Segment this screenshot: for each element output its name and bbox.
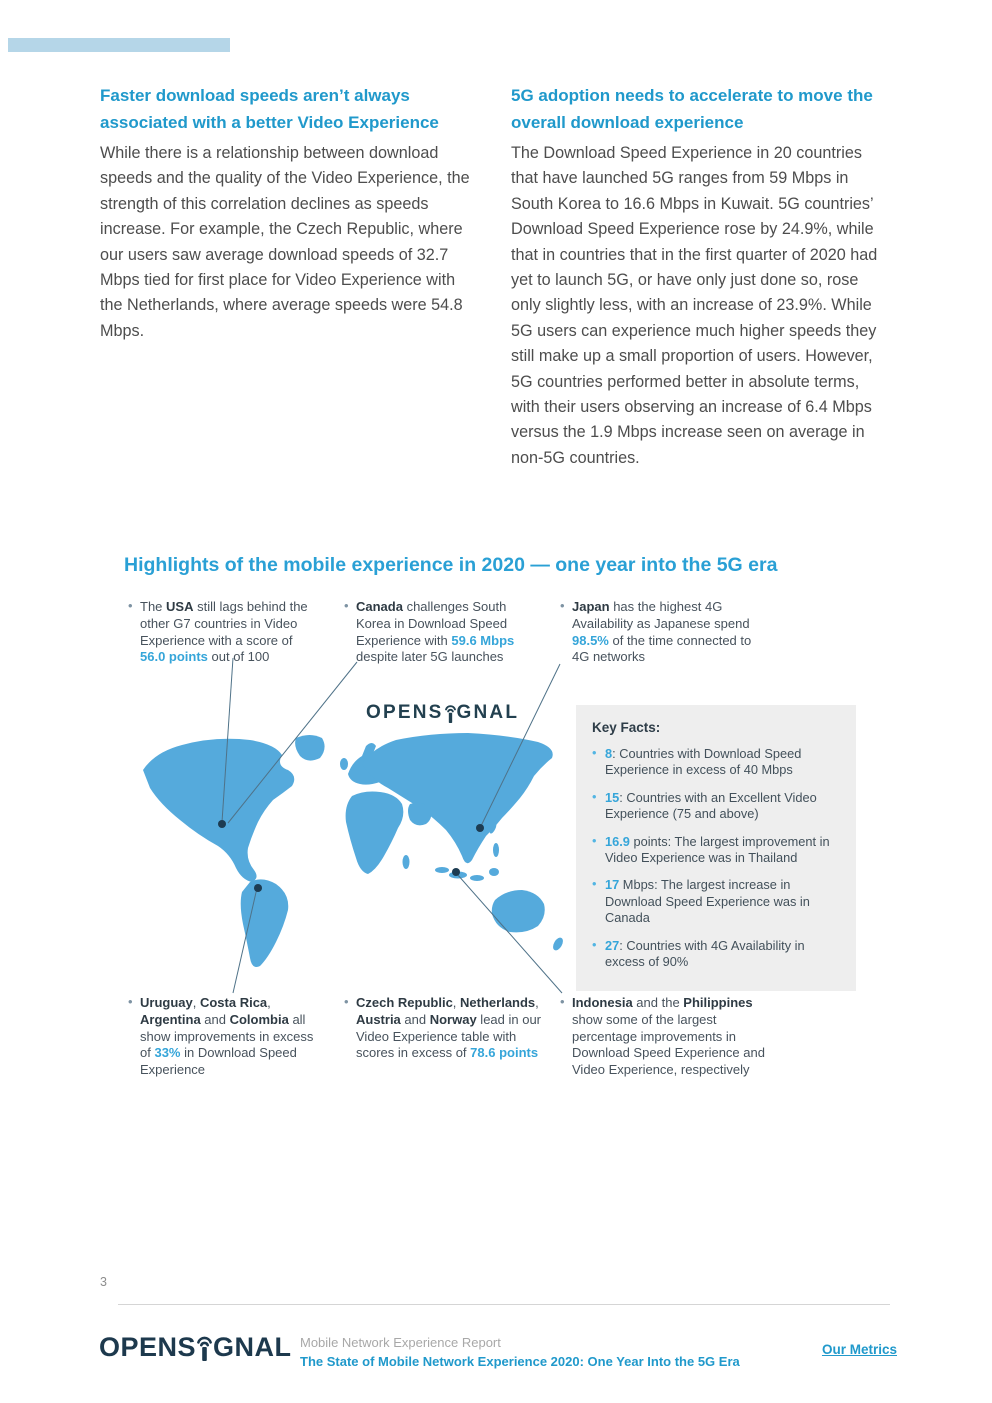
logo-text-suffix: GNAL xyxy=(456,702,520,723)
bullet-dot-icon: • xyxy=(592,788,597,804)
map-dot-usa xyxy=(218,820,226,828)
top-accent-bar xyxy=(8,38,230,52)
bullet-text: Uruguay, Costa Rica, Argentina and Colombia all show improvements in excess of 33% in Download Speed Experience xyxy=(140,995,314,1078)
infographic-bullet-usa xyxy=(126,599,312,666)
logo-text-prefix: OPENS xyxy=(99,1332,197,1362)
bullet-text: Czech Republic, Netherlands, Austria and Norway lead in our Video Experience table with scores in excess of 78.6 points xyxy=(356,995,542,1061)
signal-i-icon xyxy=(197,1335,212,1361)
key-fact-item: • 16.9 points: The largest improvement in Video Experience was in Thailand xyxy=(592,832,830,866)
bullet-text: Indonesia and the Philippines show some of the largest percentage improvements in Download Speed Experience and Video Experience, respectively xyxy=(572,995,765,1078)
map-dot-indonesia xyxy=(452,868,460,876)
bullet-dot-icon: • xyxy=(592,936,597,952)
bullet-dot-icon: • xyxy=(344,598,349,613)
bullet-dot-icon: • xyxy=(128,598,133,613)
bullet-dot-icon: • xyxy=(560,994,565,1009)
map-dot-japan xyxy=(476,824,484,832)
infographic-title: Highlights of the mobile experience in 2020 — one year into the 5G era xyxy=(124,554,778,576)
key-fact-item: • 8: Countries with Download Speed Experience in excess of 40 Mbps xyxy=(592,745,802,778)
logo-text-suffix: GNAL xyxy=(213,1332,292,1362)
bullet-dot-icon: • xyxy=(592,745,597,760)
infographic-bullet-japan xyxy=(558,599,764,666)
section-body-5g-adoption: The Download Speed Experience in 20 countries that have launched 5G ranges from 59 Mbps in South Korea to 16.6 Mbps in Kuwait. 5G countries’ Download Speed Experience rose by 24.9%, while that in countries that in the first quarter of 2020 had yet to launch 5G, or have only just done so, rose only slightly less, with an increase of 23.9%. While 5G users can experience much higher speeds they still make up a small proportion of users. However, 5G countries performed better in absolute terms, with their users observing an increase of 6.4 Mbps versus the 1.9 Mbps increase seen on average in non-5G countries. xyxy=(511,144,878,467)
bullet-text: The USA still lags behind the other G7 countries in Video Experience with a score of 56.0 points out of 100 xyxy=(140,599,308,665)
signal-i-icon xyxy=(445,704,456,723)
page-number: 3 xyxy=(100,1275,107,1289)
key-facts-list xyxy=(592,746,840,970)
key-facts-title: Key Facts: xyxy=(592,720,661,735)
key-facts-panel xyxy=(576,705,856,991)
bullet-text: Japan has the highest 4G Availability as Japanese spend 98.5% of the time connected to 4G networks xyxy=(572,599,752,665)
key-fact-item: • 17 Mbps: The largest increase in Download Speed Experience was in Canada xyxy=(592,876,810,926)
infographic-bullet-indonesia xyxy=(558,995,778,1079)
section-heading-5g-adoption: 5G adoption needs to accelerate to move the overall download experience xyxy=(511,86,873,132)
bullet-dot-icon: • xyxy=(592,876,597,892)
section-body-video-experience: While there is a relationship between download speeds and the quality of the Video Experience, the strength of this correlation declines as speeds increase. For example, the Czech Republic, where our users saw average download speeds of 32.7 Mbps tied for first place for Video Experience with the Netherlands, where average speeds were 54.8 Mbps. xyxy=(100,144,470,340)
bullet-dot-icon: • xyxy=(344,994,349,1009)
key-fact-item: • 27: Countries with 4G Availability in excess of 90% xyxy=(592,936,805,970)
bullet-dot-icon: • xyxy=(592,832,597,848)
opensignal-map-logo xyxy=(366,702,519,724)
infographic-bullet-south-america xyxy=(126,995,314,1079)
opensignal-logo xyxy=(99,1332,292,1363)
bullet-dot-icon: • xyxy=(128,994,133,1009)
key-fact-item: • 15: Countries with an Excellent Video Experience (75 and above) xyxy=(592,788,817,822)
bullet-text: Canada challenges South Korea in Download Speed Experience with 59.6 Mbps despite later 5G launches xyxy=(356,599,515,665)
footer-divider xyxy=(118,1304,890,1305)
logo-text-prefix: OPENS xyxy=(366,702,444,723)
report-title: The State of Mobile Network Experience 2020: One Year Into the 5G Era xyxy=(300,1354,740,1369)
infographic-bullet-europe xyxy=(342,995,546,1062)
article-column-right xyxy=(511,82,889,471)
footer-meta xyxy=(300,1335,740,1369)
section-heading-video-experience: Faster download speeds aren’t always associated with a better Video Experience xyxy=(100,86,439,132)
infographic-bullet-canada xyxy=(342,599,526,666)
report-type-label: Mobile Network Experience Report xyxy=(300,1335,501,1350)
article-column-left xyxy=(100,82,472,344)
world-map-continents xyxy=(143,733,565,967)
infographic xyxy=(100,552,880,1100)
map-dot-south-america xyxy=(254,884,262,892)
bullet-dot-icon: • xyxy=(560,598,565,613)
our-metrics-link[interactable]: Our Metrics xyxy=(821,1342,897,1357)
